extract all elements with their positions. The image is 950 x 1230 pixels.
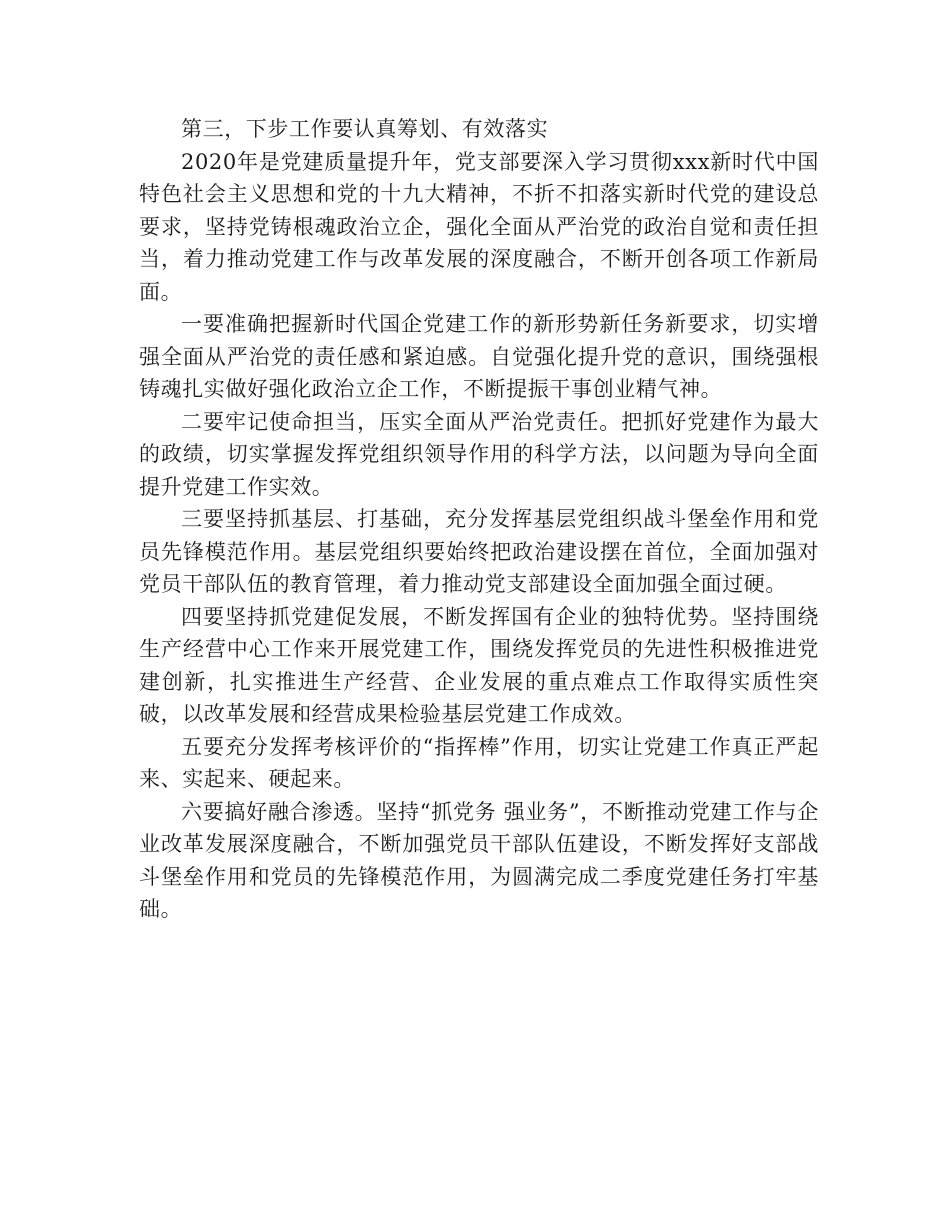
document-body bbox=[139, 113, 819, 926]
paragraph-point-1: 一要准确把握新时代国企党建工作的新形势新任务新要求，切实增强全面从严治党的责任感和紧迫感。自觉强化提升党的意识，围绕强根铸魂扎实做好强化政治立企工作，不断提振干事创业精气神。 bbox=[139, 312, 819, 401]
section-heading: 第三，下步工作要认真筹划、有效落实 bbox=[181, 117, 549, 141]
paragraph-point-6: 六要搞好融合渗透。坚持“抓党务 强业务”，不断推动党建工作与企业改革发展深度融合，不断加强党员干部队伍建设，不断发挥好支部战斗堡垒作用和党员的先锋模范作用，为圆满完成二季度党建任务打牢基础。 bbox=[139, 799, 819, 921]
paragraph-point-4: 四要坚持抓党建促发展，不断发挥国有企业的独特优势。坚持围绕生产经营中心工作来开展党建工作，围绕发挥党员的先进性积极推进党建创新，扎实推进生产经营、企业发展的重点难点工作取得实质性突破，以改革发展和经营成果检验基层党建工作成效。 bbox=[139, 604, 819, 726]
paragraph-point-3: 三要坚持抓基层、打基础，充分发挥基层党组织战斗堡垒作用和党员先锋模范作用。基层党组织要始终把政治建设摆在首位，全面加强对党员干部队伍的教育管理，着力推动党支部建设全面加强全面过硬。 bbox=[139, 507, 819, 596]
paragraph-point-5: 五要充分发挥考核评价的“指挥棒”作用，切实让党建工作真正严起来、实起来、硬起来。 bbox=[139, 734, 819, 791]
paragraph-intro: 2020年是党建质量提升年，党支部要深入学习贯彻xxx新时代中国特色社会主义思想和党的十九大精神，不折不扣落实新时代党的建设总要求，坚持党铸根魂政治立企，强化全面从严治党的政治自觉和责任担当，着力推动党建工作与改革发展的深度融合，不断开创各项工作新局面。 bbox=[139, 149, 819, 304]
paragraph-point-2: 二要牢记使命担当，压实全面从严治党责任。把抓好党建作为最大的政绩，切实掌握发挥党组织领导作用的科学方法，以问题为导向全面提升党建工作实效。 bbox=[139, 409, 819, 499]
